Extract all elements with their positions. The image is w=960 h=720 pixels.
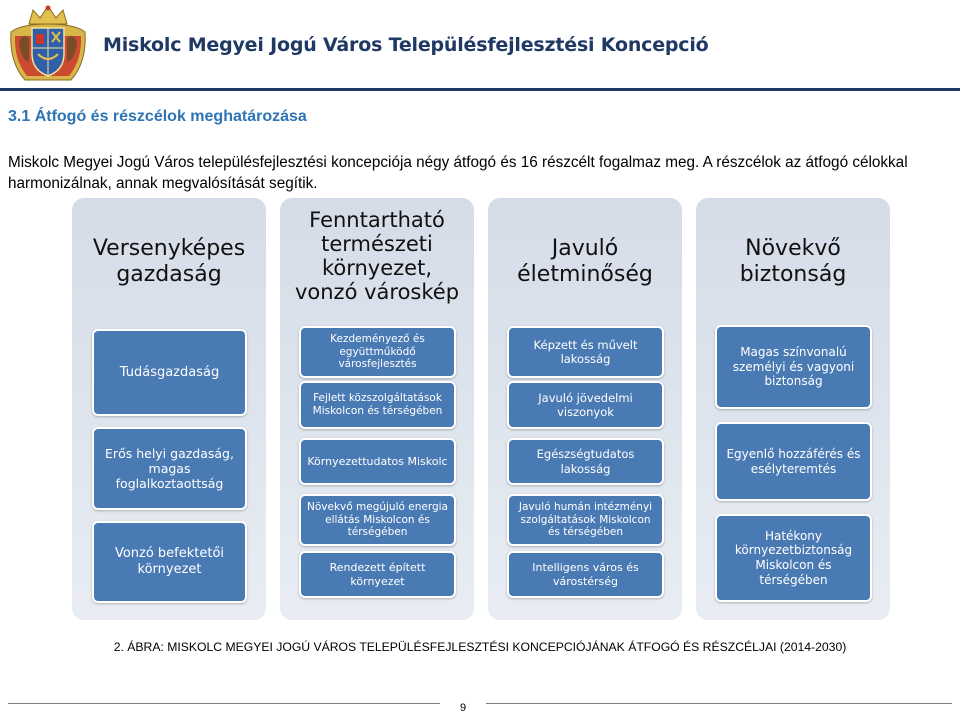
goal-column-fenntarthato xyxy=(280,198,474,620)
header-title: Miskolc Megyei Jogú Város Településfejlesztési Koncepció xyxy=(103,34,709,56)
subgoal-box: Fejlett közszolgáltatások Miskolcon és térségében xyxy=(299,381,456,429)
goal-title: Javuló életminőség xyxy=(517,236,653,287)
subgoal-box: Javuló humán intézményi szolgáltatások Miskolcon és térségében xyxy=(507,494,664,546)
subgoal-box: Környezettudatos Miskolc xyxy=(299,438,456,485)
page-number: 9 xyxy=(440,700,486,720)
subgoal-box: Egyenlő hozzáférés és esélyteremtés xyxy=(715,422,872,501)
subgoal-box: Tudásgazdaság xyxy=(92,329,247,416)
subgoal-box: Képzett és művelt lakosság xyxy=(507,326,664,378)
subgoal-box: Magas színvonalú személyi és vagyoni biztonság xyxy=(715,325,872,409)
goal-column-novekvo xyxy=(696,198,890,620)
goal-title: Fenntartható természeti környezet, vonzó városkép xyxy=(294,208,460,304)
subgoal-box: Vonzó befektetői környezet xyxy=(92,521,247,603)
figure-caption: 2. ÁBRA: MISKOLC MEGYEI JOGÚ VÁROS TELEPÜLÉSFEJLESZTÉSI KONCEPCIÓJÁNAK ÁTFOGÓ ÉS RÉSZCÉLJAI (2014-2030) xyxy=(113,640,847,654)
goal-column-versenykepes xyxy=(72,198,266,620)
subgoal-box: Hatékony környezetbiztonság Miskolcon és térségében xyxy=(715,514,872,602)
goal-title: Növekvő biztonság xyxy=(739,236,847,287)
intro-paragraph: Miskolc Megyei Jogú Város településfejlesztési koncepciója négy átfogó és 16 részcélt fogalmaz meg. A részcélok az átfogó célokkal harmonizálnak, annak megvalósítását segítik. xyxy=(8,154,908,192)
subgoal-box: Javuló jövedelmi viszonyok xyxy=(507,381,664,429)
subgoal-box: Intelligens város és várostérség xyxy=(507,551,664,598)
subgoal-box: Rendezett épített környezet xyxy=(299,551,456,598)
subgoal-box: Erős helyi gazdaság, magas foglalkoztaottság xyxy=(92,427,247,510)
goal-column-javulo xyxy=(488,198,682,620)
subgoal-box: Kezdeményező és együttműködő városfejlesztés xyxy=(299,326,456,378)
subgoal-box: Egészségtudatos lakosság xyxy=(507,438,664,485)
goal-title: Versenyképes gazdaság xyxy=(92,236,246,287)
subgoal-box: Növekvő megújuló energia ellátás Miskolcon és térségében xyxy=(299,494,456,546)
section-heading: 3.1 Átfogó és részcélok meghatározása xyxy=(8,108,307,125)
